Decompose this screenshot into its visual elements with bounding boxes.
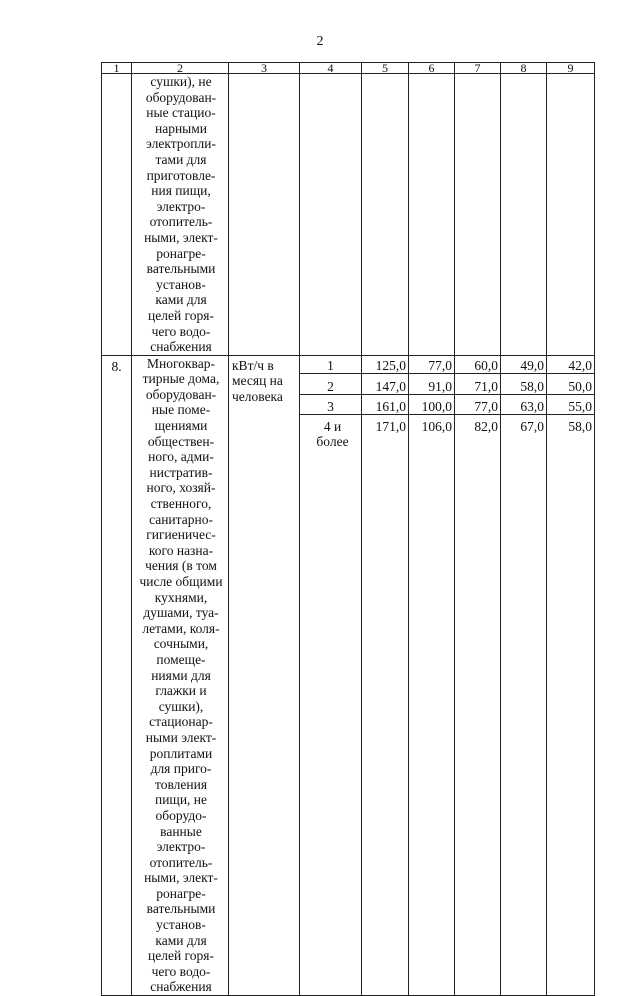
value-cell: [501, 355, 547, 995]
value-cell: [455, 355, 501, 995]
column-number-header: 7: [455, 63, 501, 74]
text-line: нарными: [154, 120, 208, 136]
text-line: глажки и: [155, 683, 207, 699]
text-line: ственного,: [150, 496, 212, 512]
text-line: сушки),: [158, 698, 204, 714]
text-line: кухнями,: [154, 589, 208, 605]
text-line: приготовле-: [146, 167, 216, 183]
value-cell: [362, 355, 409, 995]
text-line: ного, адми-: [148, 449, 214, 465]
persons-value: 1: [300, 356, 361, 374]
rate-value: 100,0: [409, 395, 454, 415]
text-line: душами, туа-: [143, 605, 219, 621]
value-cell: [409, 355, 455, 995]
rate-value: 77,0: [455, 395, 500, 415]
tariff-table: [101, 62, 595, 996]
column-number-row: [102, 63, 595, 74]
column-number-header: 4: [300, 63, 362, 74]
text-line: ного, хозяй-: [146, 480, 216, 496]
persons-value: 4 и более: [316, 418, 349, 449]
rate-value: 67,0: [520, 418, 544, 434]
text-line: оборудован-: [145, 89, 217, 105]
text-line: чего водо-: [151, 323, 211, 339]
text-line: оборудован-: [145, 386, 217, 402]
text-line: числе общими: [139, 574, 223, 589]
table-row-continued: [102, 74, 595, 356]
text-line: кого назна-: [148, 542, 214, 558]
rate-value: 42,0: [547, 356, 594, 374]
text-line: ные стацио-: [146, 105, 216, 121]
text-line: кВт/ч в: [232, 357, 274, 373]
description-cell: [132, 74, 229, 356]
text-line: вательными: [146, 901, 216, 917]
text-line: ванные: [160, 823, 202, 839]
text-line: гигиеничес-: [146, 527, 216, 543]
text-line: человека: [232, 388, 283, 404]
value-cell: [409, 74, 455, 356]
rate-value: 58,0: [568, 418, 592, 434]
row-number-cell: 8.: [102, 355, 132, 995]
text-line: ния пищи,: [151, 183, 211, 199]
column-number-header: 5: [362, 63, 409, 74]
text-line: установ-: [156, 917, 206, 933]
text-line: летами, коля-: [142, 620, 220, 636]
column-number-header: 8: [501, 63, 547, 74]
persons-value: 2: [300, 374, 361, 395]
text-line: электропли-: [146, 136, 216, 152]
row-number-cell: [102, 74, 132, 356]
rate-value: 50,0: [547, 374, 594, 395]
text-line: ронагре-: [156, 245, 206, 261]
text-line: стационар-: [149, 714, 213, 730]
text-line: чего водо-: [151, 963, 211, 979]
rate-value: 82,0: [474, 418, 498, 434]
text-line: ными, элект-: [144, 229, 218, 245]
text-line: отопитель-: [149, 854, 213, 870]
text-line: ронагре-: [156, 885, 206, 901]
text-line: сочными,: [153, 636, 209, 652]
rate-value: 58,0: [501, 374, 546, 395]
text-line: тирные дома,: [142, 371, 220, 387]
description-cell: [132, 355, 229, 995]
rate-value: 106,0: [421, 418, 452, 434]
page-number: 2: [316, 34, 324, 49]
value-cell: [455, 74, 501, 356]
text-line: товления: [154, 776, 208, 792]
persons-cell: [300, 355, 362, 995]
value-cell: [501, 74, 547, 356]
text-line: целей горя-: [148, 307, 214, 323]
text-line: санитарно-: [149, 511, 213, 527]
text-line: месяц на: [232, 373, 283, 389]
text-line: отопитель-: [149, 214, 213, 230]
rate-value: 91,0: [409, 374, 454, 395]
rate-value: 55,0: [547, 395, 594, 415]
text-line: пищи, не: [154, 792, 208, 808]
text-line: помеще-: [156, 651, 206, 667]
text-line: ками для: [155, 292, 207, 308]
persons-cell: [300, 74, 362, 356]
value-cell: [362, 74, 409, 356]
text-line: снабжения: [150, 979, 212, 995]
text-line: роплитами: [149, 745, 213, 761]
rate-value: 171,0: [375, 418, 406, 434]
table-row-8: [102, 355, 595, 995]
text-line: для приго-: [150, 761, 212, 777]
value-cell: [547, 74, 595, 356]
text-line: ными элект-: [145, 729, 217, 745]
rate-value: 63,0: [501, 395, 546, 415]
persons-value: 3: [300, 395, 361, 415]
text-line: обществен-: [147, 433, 215, 449]
unit-cell: [229, 355, 300, 995]
text-line: вательными: [146, 261, 216, 277]
text-line: тами для: [155, 151, 207, 167]
text-line: снабжения: [150, 339, 212, 355]
text-line: целей горя-: [148, 948, 214, 964]
rate-value: 77,0: [409, 356, 454, 374]
rate-value: 71,0: [455, 374, 500, 395]
text-line: установ-: [156, 276, 206, 292]
text-line: щениями: [154, 418, 208, 434]
rate-value: 161,0: [362, 395, 408, 415]
rate-value: 147,0: [362, 374, 408, 395]
text-line: ниями для: [151, 667, 211, 683]
text-line: чения (в том: [145, 558, 217, 574]
text-line: электро-: [156, 839, 206, 855]
text-line: ками для: [155, 932, 207, 948]
column-number-header: 3: [229, 63, 300, 74]
column-number-header: 6: [409, 63, 455, 74]
rate-value: 60,0: [455, 356, 500, 374]
text-line: Многоквар-: [147, 355, 215, 371]
rate-value: 49,0: [501, 356, 546, 374]
text-line: нистратив-: [149, 464, 213, 480]
text-line: ные поме-: [151, 402, 211, 418]
text-line: сушки), не: [150, 74, 212, 89]
column-number-header: 1: [102, 63, 132, 74]
column-number-header: 9: [547, 63, 595, 74]
text-line: ными, элект-: [144, 870, 218, 886]
column-number-header: 2: [132, 63, 229, 74]
value-cell: [547, 355, 595, 995]
text-line: электро-: [156, 198, 206, 214]
unit-cell: [229, 74, 300, 356]
rate-value: 125,0: [362, 356, 408, 374]
text-line: оборудо-: [155, 807, 207, 823]
